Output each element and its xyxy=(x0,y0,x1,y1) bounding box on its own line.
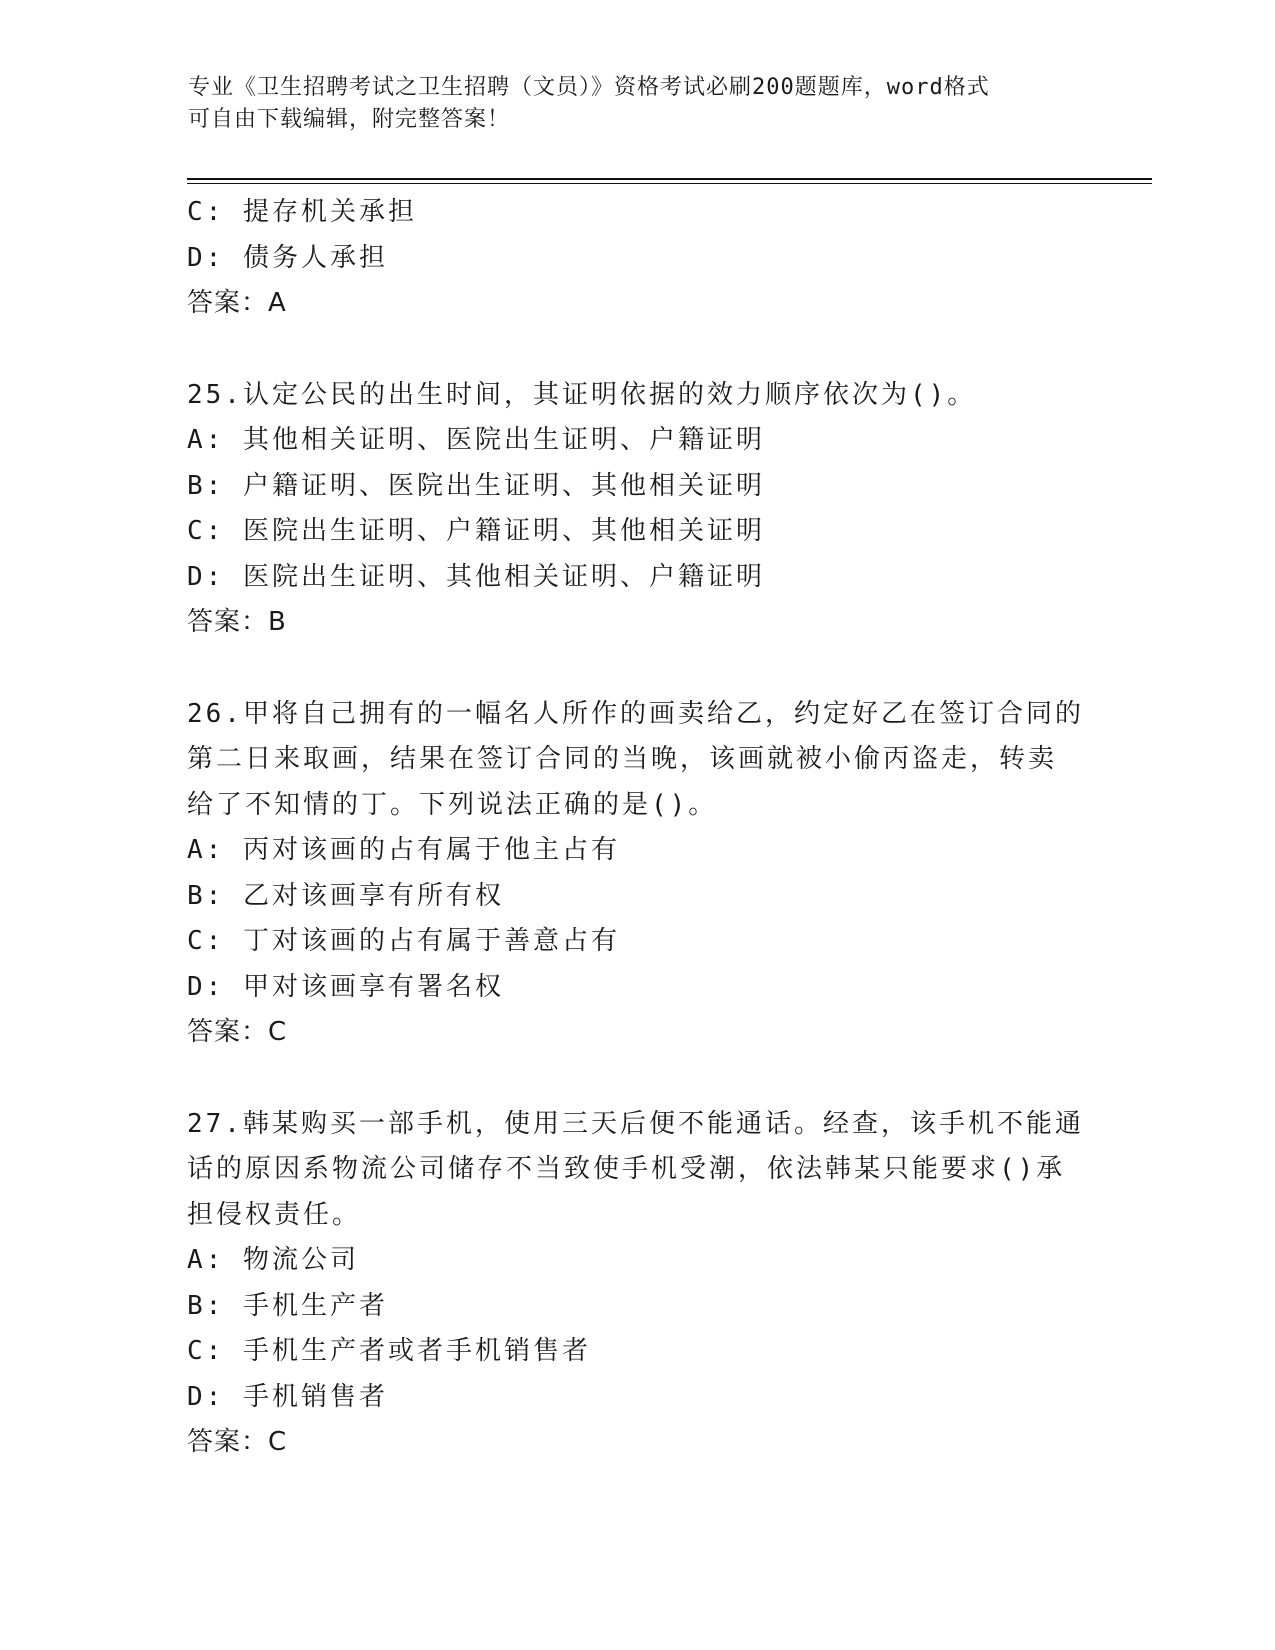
option-c: C: 手机生产者或者手机销售者 xyxy=(187,1336,591,1366)
question-26 xyxy=(187,692,1087,1056)
question-25 xyxy=(187,373,1087,646)
question-stem: 25.认定公民的出生时间，其证明依据的效力顺序依次为()。 xyxy=(187,379,977,410)
question-stem-line-2: 第二日来取画，结果在签订合同的当晚，该画就被小偷丙盗走，转卖 xyxy=(187,744,1058,774)
question-stem-line-3: 给了不知情的丁。下列说法正确的是()。 xyxy=(187,789,718,820)
option-b: B: 手机生产者 xyxy=(187,1290,388,1321)
option-a: A: 丙对该画的占有属于他主占有 xyxy=(187,835,620,865)
option-d: D: 甲对该画享有署名权 xyxy=(187,971,504,1002)
header-rule-thick xyxy=(187,178,1152,180)
option-c: C: 提存机关承担 xyxy=(187,197,417,227)
option-a: A: 其他相关证明、医院出生证明、户籍证明 xyxy=(187,425,765,455)
answer-line: 答案：C xyxy=(187,1427,288,1457)
previous-question-tail xyxy=(187,190,1087,327)
option-d: D: 债务人承担 xyxy=(187,242,388,273)
header-line-2: 可自由下载编辑，附完整答案！ xyxy=(188,107,511,132)
document-header xyxy=(188,72,1068,136)
answer-line: 答案：A xyxy=(187,288,287,318)
option-b: B: 户籍证明、医院出生证明、其他相关证明 xyxy=(187,470,765,501)
question-27 xyxy=(187,1102,1087,1466)
option-c: C: 医院出生证明、户籍证明、其他相关证明 xyxy=(187,516,765,546)
question-stem-line-2: 话的原因系物流公司储存不当致使手机受潮，依法韩某只能要求()承 xyxy=(187,1154,1066,1184)
option-d: D: 手机销售者 xyxy=(187,1381,388,1412)
question-stem-line-1: 26.甲将自己拥有的一幅名人所作的画卖给乙，约定好乙在签订合同的 xyxy=(187,698,1084,729)
answer-line: 答案：C xyxy=(187,1017,288,1047)
option-a: A: 物流公司 xyxy=(187,1245,359,1275)
header-rule-thin xyxy=(187,183,1152,184)
option-c: C: 丁对该画的占有属于善意占有 xyxy=(187,926,620,956)
option-b: B: 乙对该画享有所有权 xyxy=(187,880,504,911)
header-line-1: 专业《卫生招聘考试之卫生招聘（文员）》资格考试必刷200题题库，word格式 xyxy=(188,75,990,100)
question-stem-line-3: 担侵权责任。 xyxy=(187,1199,362,1230)
document-body xyxy=(187,190,1087,1466)
answer-line: 答案：B xyxy=(187,607,287,637)
option-d: D: 医院出生证明、其他相关证明、户籍证明 xyxy=(187,561,765,592)
question-stem-line-1: 27.韩某购买一部手机，使用三天后便不能通话。经查，该手机不能通 xyxy=(187,1108,1084,1139)
